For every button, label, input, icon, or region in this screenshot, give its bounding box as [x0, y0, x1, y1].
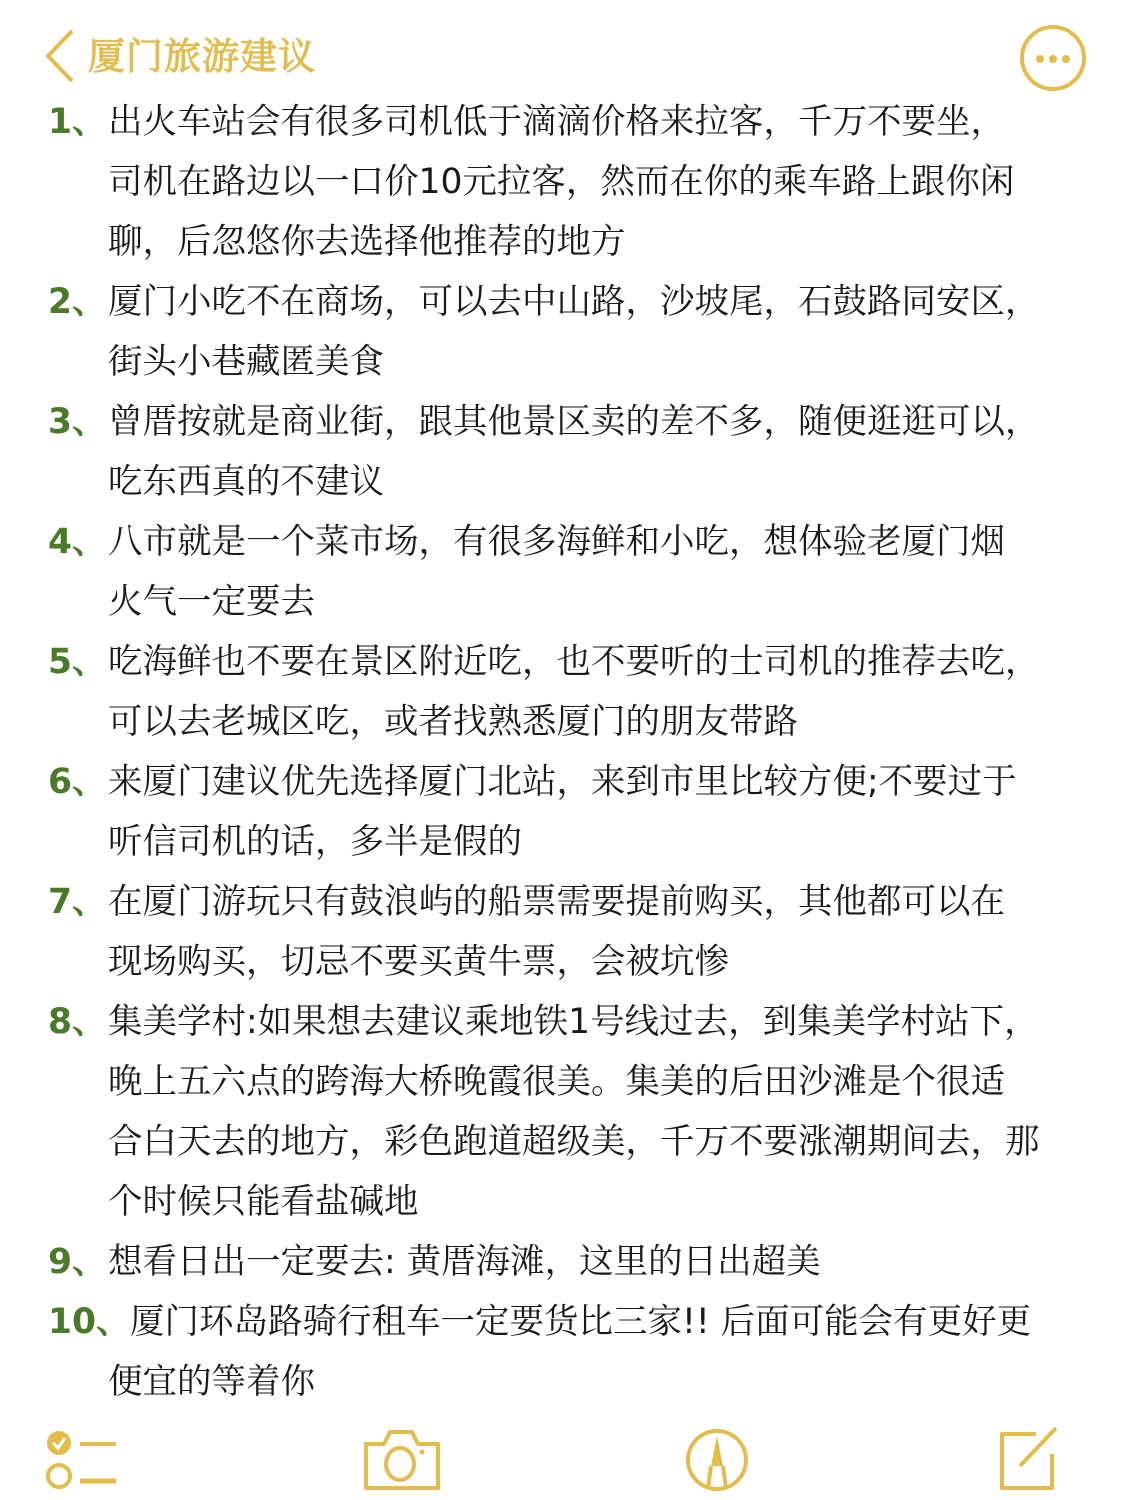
- item-text: 厦门环岛路骑行租车一定要货比三家!! 后面可能会有更好更: [130, 1302, 1032, 1342]
- compose-button[interactable]: [996, 1426, 1062, 1496]
- item-number: 7、: [48, 882, 107, 922]
- note-line: [0, 332, 1125, 392]
- item-text: 厦门小吃不在商场，可以去中山路，沙坡尾，石鼓路同安区，: [108, 282, 1040, 322]
- note-body[interactable]: [0, 92, 1125, 1412]
- item-text: 便宜的等着你: [108, 1362, 315, 1402]
- item-text: 听信司机的话，多半是假的: [108, 822, 522, 862]
- compose-icon: [996, 1426, 1062, 1492]
- item-text: 司机在路边以一口价10元拉客，然而在你的乘车路上跟你闲: [108, 162, 1015, 202]
- note-line: [0, 632, 1125, 692]
- note-line: [0, 992, 1125, 1052]
- item-number: 6、: [48, 762, 107, 802]
- note-line: [0, 752, 1125, 812]
- item-text: 个时候只能看盐碱地: [108, 1182, 419, 1222]
- note-line: [0, 212, 1125, 272]
- note-line: [0, 872, 1125, 932]
- item-text: 在厦门游玩只有鼓浪屿的船票需要提前购买，其他都可以在: [108, 882, 1005, 922]
- item-number: 1、: [48, 102, 107, 142]
- note-line: [0, 812, 1125, 872]
- item-text: 吃海鲜也不要在景区附近吃，也不要听的士司机的推荐去吃，: [108, 642, 1040, 682]
- note-line: [0, 452, 1125, 512]
- item-text: 聊，后忽悠你去选择他推荐的地方: [108, 222, 626, 262]
- note-line: [0, 1292, 1125, 1352]
- note-line: [0, 1052, 1125, 1112]
- item-number: 2、: [48, 282, 107, 322]
- note-line: [0, 932, 1125, 992]
- item-text: 曾厝按就是商业街，跟其他景区卖的差不多，随便逛逛可以，: [108, 402, 1040, 442]
- page-title: 厦门旅游建议: [88, 35, 316, 78]
- note-line: [0, 692, 1125, 752]
- note-line: [0, 572, 1125, 632]
- note-line: [0, 152, 1125, 212]
- more-button[interactable]: [1020, 25, 1086, 91]
- item-number: 4、: [48, 522, 107, 562]
- item-number: 9、: [48, 1242, 107, 1282]
- note-line: [0, 1172, 1125, 1232]
- note-line: [0, 512, 1125, 572]
- item-text: 街头小巷藏匿美食: [108, 342, 384, 382]
- header: [0, 0, 1125, 100]
- note-line: [0, 272, 1125, 332]
- item-text: 八市就是一个菜市场，有很多海鲜和小吃，想体验老厦门烟: [108, 522, 1005, 562]
- item-number: 3、: [48, 402, 107, 442]
- bottom-toolbar: [0, 1420, 1125, 1500]
- note-line: [0, 1232, 1125, 1292]
- note-line: [0, 1352, 1125, 1412]
- camera-button[interactable]: [362, 1426, 442, 1496]
- item-number: 10、: [48, 1302, 131, 1342]
- item-text: 集美学村:如果想去建议乘地铁1号线过去，到集美学村站下，: [108, 1002, 1039, 1042]
- item-number: 8、: [48, 1002, 107, 1042]
- camera-icon: [362, 1426, 442, 1492]
- back-button[interactable]: [40, 28, 80, 84]
- item-text: 合白天去的地方，彩色跑道超级美，千万不要涨潮期间去，那: [108, 1122, 1040, 1162]
- item-text: 火气一定要去: [108, 582, 315, 622]
- item-number: 5、: [48, 642, 107, 682]
- markup-pen-icon: [684, 1426, 750, 1494]
- item-text: 吃东西真的不建议: [108, 462, 384, 502]
- note-line: [0, 1112, 1125, 1172]
- item-text: 现场购买，切忌不要买黄牛票，会被坑惨: [108, 942, 729, 982]
- item-text: 出火车站会有很多司机低于滴滴价格来拉客，千万不要坐，: [108, 102, 1005, 142]
- checklist-icon: [44, 1426, 120, 1490]
- chevron-left-icon: [40, 28, 80, 84]
- item-text: 可以去老城区吃，或者找熟悉厦门的朋友带路: [108, 702, 798, 742]
- item-text: 想看日出一定要去: 黄厝海滩，这里的日出超美: [108, 1242, 821, 1282]
- markup-button[interactable]: [684, 1426, 750, 1498]
- item-text: 晚上五六点的跨海大桥晚霞很美。集美的后田沙滩是个很适: [108, 1062, 1005, 1102]
- note-line: [0, 392, 1125, 452]
- item-text: 来厦门建议优先选择厦门北站，来到市里比较方便;不要过于: [108, 762, 1017, 802]
- checklist-button[interactable]: [44, 1426, 120, 1494]
- note-line: [0, 92, 1125, 152]
